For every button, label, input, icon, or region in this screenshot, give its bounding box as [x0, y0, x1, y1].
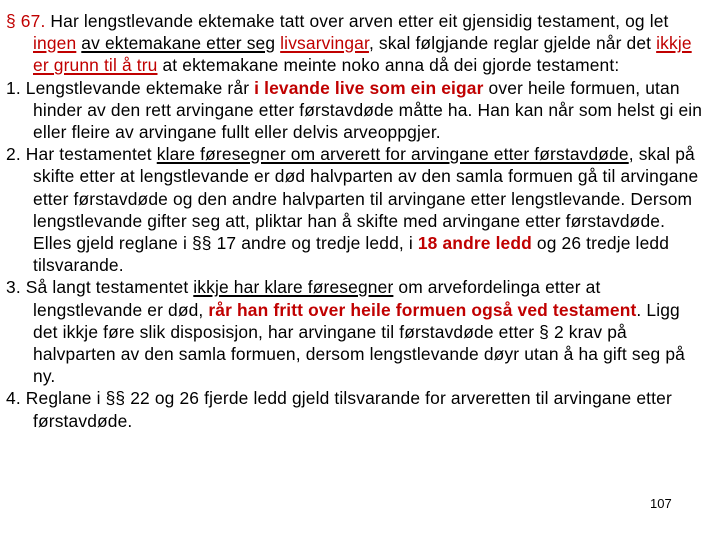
highlight-ikkje-grunn: ikkje er grunn til å tru: [33, 33, 692, 76]
intro-text-3: at ektemakane meinte noko anna då dei gjorde testament:: [157, 55, 620, 76]
intro-text-2: , skal følgjande reglar gjelde når det: [368, 33, 657, 54]
item-3-text-3: . Ligg det ikkje føre slik disposisjon, har arvingane til førstavdøde etter § 2 krav på halvparten av den samla formuen, dersom lengstlevande døyr utan å ha gift seg på ny.: [33, 299, 685, 387]
item-4-text: 4. Reglane i §§ 22 og 26 fjerde ledd gjeld tilsvarande for arveretten til arvingane etter førstavdøde.: [6, 388, 672, 431]
item-2-underlined: klare føresegner om arverett for arvingane etter førstavdøde: [156, 144, 629, 165]
list-item-2: [6, 143, 706, 276]
item-3-text-1: 3. Så langt testamentet: [6, 277, 194, 298]
page-number: 107: [650, 496, 672, 511]
highlight-av-ektemakane: av ektemakane etter seg: [81, 33, 276, 54]
item-2-text-1: 2. Har testamentet: [6, 144, 157, 165]
intro-text-1: Har lengstlevande ektemake tatt over arven etter eit gjensidig testament, og let: [45, 11, 669, 31]
item-2-emphasis: 18 andre ledd: [417, 233, 532, 254]
item-3-emphasis: rår han fritt over heile formuen også ved testament: [208, 299, 637, 320]
list-item-4: [6, 387, 706, 431]
item-1-emphasis: i levande live som ein eigar: [254, 77, 484, 98]
item-2-text-3: og 26 tredje ledd tilsvarande.: [33, 233, 670, 276]
highlight-livsarvingar: livsarvingar: [280, 33, 369, 54]
item-1-text-2: over heile formuen, utan hinder av den rett arvingane etter førstavdøde måtte ha. Han kan når som helst gi ein eller fleire av arvingane fullt eller delvis arveoppgjer.: [33, 77, 703, 143]
item-1-text-1: 1. Lengstlevande ektemake rår: [6, 77, 255, 98]
highlight-ingen: ingen: [33, 33, 77, 54]
item-2-text-2: , skal på skifte etter at lengstlevande er død halvparten av den samla formuen gå til arvingane etter førstavdøde og den andre halvparten til arvingane etter lengstlevande. Dersom lengstlevande gifter seg att, pliktar han å skifte med arvingane etter førstavdøde. Elles gjeld reglane i §§ 17 andre og tredje ledd, i: [33, 144, 699, 254]
intro-paragraph: [6, 10, 706, 77]
list-item-3: [6, 276, 706, 387]
item-3-text-2: om arvefordelinga etter at lengstlevande er død,: [33, 277, 601, 320]
document-body: [6, 10, 706, 432]
item-3-underlined: ikkje har klare føresegner: [193, 277, 394, 298]
section-heading: § 67.: [6, 11, 46, 31]
list-item-1: [6, 77, 706, 144]
